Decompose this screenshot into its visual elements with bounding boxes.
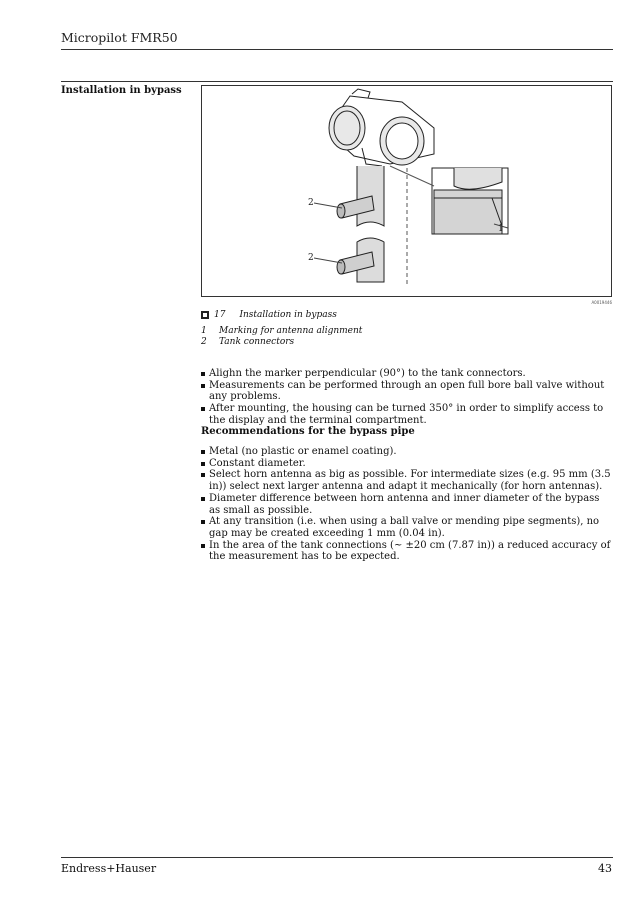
list-item (201, 368, 611, 380)
list-item (201, 403, 611, 426)
bullet-icon (201, 446, 209, 458)
section-divider (61, 81, 613, 82)
list-item-text: Alighn the marker perpendicular (90°) to the tank connectors. (209, 368, 526, 379)
list-item (201, 380, 611, 403)
list-item-text: After mounting, the housing can be turned 350° in order to simplify access to the display and the terminal compartment. (209, 403, 604, 426)
list-item (201, 540, 611, 563)
list-item-text: At any transition (i.e. when using a ball valve or mending pipe segments), no gap may be created exceeding 1 mm (0.04 in). (209, 516, 600, 539)
bullet-icon (201, 403, 209, 426)
list-item-text: Diameter difference between horn antenna and inner diameter of the bypass as small as possible. (209, 492, 600, 516)
footer-divider (61, 857, 613, 858)
legend-number: 1 (201, 326, 207, 336)
list-item-text: Measurements can be performed through an open full bore ball valve without any problems. (209, 379, 605, 403)
legend-item (201, 337, 362, 348)
bullet-icon (201, 380, 209, 403)
list-item-text: Constant diameter. (209, 457, 306, 469)
legend-text: Marking for antenna alignment (219, 326, 363, 336)
figure-icon (201, 311, 209, 319)
callout-2-lower: 2 (308, 253, 314, 263)
figure-caption (201, 310, 337, 320)
bypass-illustration (202, 86, 613, 298)
page-number: 43 (598, 862, 612, 875)
list-item (201, 458, 611, 470)
footer-company: Endress+Hauser (61, 862, 157, 875)
figure-number: 17 (214, 310, 226, 320)
bullet-icon (201, 516, 209, 539)
legend-text: Tank connectors (219, 337, 295, 347)
callout-2-upper: 2 (308, 198, 314, 208)
transmitter-housing (329, 89, 434, 166)
legend-item (201, 326, 362, 337)
figure-id: A0019446 (591, 300, 612, 305)
bullet-icon (201, 493, 209, 516)
installation-figure (201, 85, 612, 297)
installation-bullet-list (201, 368, 611, 427)
recommendations-bullet-list (201, 446, 611, 563)
bullet-icon (201, 458, 209, 470)
list-item-text: Metal (no plastic or enamel coating). (209, 446, 397, 457)
list-item (201, 516, 611, 539)
section-heading: Installation in bypass (61, 85, 182, 96)
bullet-icon (201, 368, 209, 380)
figure-caption-text: Installation in bypass (239, 310, 337, 320)
list-item (201, 469, 611, 492)
bullet-icon (201, 469, 209, 492)
bullet-icon (201, 540, 209, 563)
page-header-title: Micropilot FMR50 (61, 30, 178, 45)
detail-inset (390, 166, 508, 234)
list-item (201, 493, 611, 516)
callout-1: 1 (498, 224, 504, 234)
recommendations-heading: Recommendations for the bypass pipe (201, 426, 415, 437)
list-item (201, 446, 611, 458)
list-item-text: In the area of the tank connections (~ ±20 cm (7.87 in)) a reduced accuracy of the measurement has to be expected. (209, 539, 611, 563)
list-item-text: Select horn antenna as big as possible. For intermediate sizes (e.g. 95 mm (3.5 in)) select next larger antenna and adapt it mechanically (for horn antennas). (209, 469, 611, 493)
figure-legend (201, 326, 362, 348)
legend-number: 2 (201, 337, 207, 347)
header-divider (61, 49, 613, 50)
